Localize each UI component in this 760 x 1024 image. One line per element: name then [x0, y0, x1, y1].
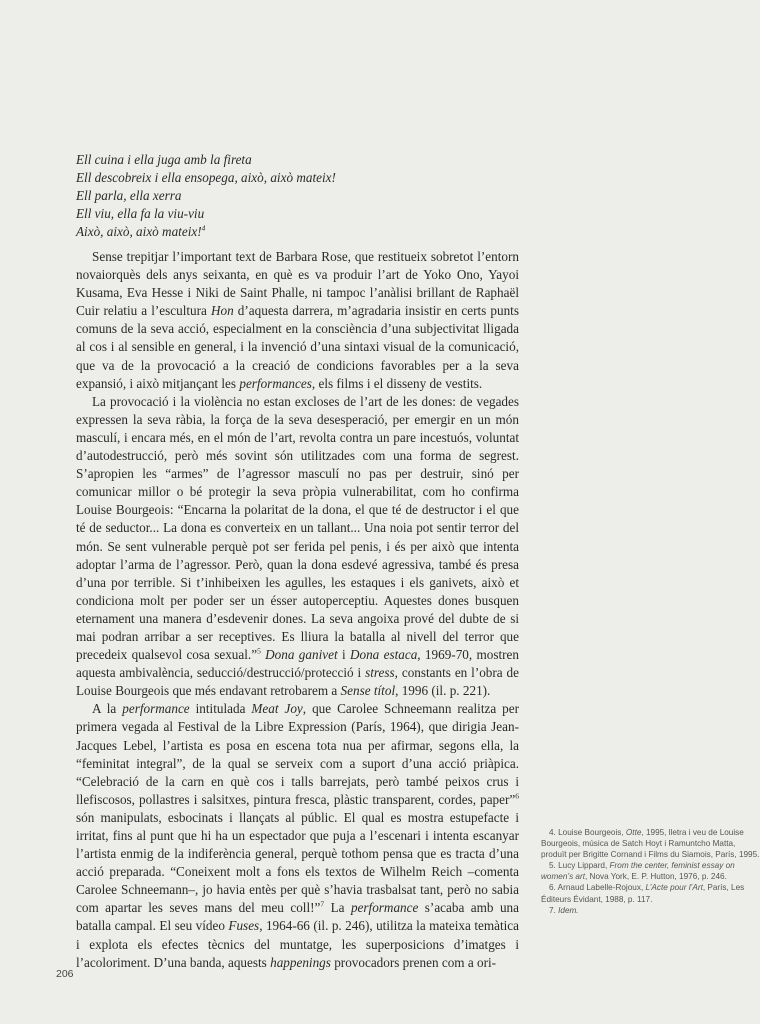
italic-title: Hon — [210, 303, 234, 319]
footnote-4 — [541, 827, 760, 860]
italic-term: performance — [122, 701, 190, 717]
italic-title: Fuses — [228, 918, 260, 934]
footnote-6 — [541, 882, 760, 904]
footnote-ref: 6 — [515, 791, 519, 801]
poem-epigraph — [76, 151, 516, 241]
italic-title: L’Acte pour l’Art — [645, 883, 703, 893]
text-run: 5. Lucy Lippard, — [549, 861, 610, 871]
text-run: La — [324, 900, 351, 916]
text-run: 6. Arnaud Labelle-Rojoux, — [549, 883, 646, 893]
italic-title: Idem. — [558, 905, 579, 915]
text-run: són manipulats, esbocinats i llançats al públic. El qual es mostra estupefacte i irritat, fins al punt que hi ha un espectador que puja a l’escenari i intenta escanyar l’artista enmig de la indiferència general, perquè tothom pensa que es tracta d’una acció preparada. “Coneixent molt a fons els textos de Wilhelm Reich –comenta Carolee Schneemann–, jo havia entès per què s’havia trasbalsat tant, però no sabia com apartar les seves mans del meu coll!” — [76, 809, 519, 916]
paragraph-1 — [76, 248, 519, 393]
italic-title: From the center, feminist essay on women’s art — [541, 861, 735, 882]
italic-title: Meat Joy — [251, 701, 303, 717]
text-run: A la — [92, 701, 123, 717]
italic-title: Dona estaca — [349, 647, 418, 663]
text-run: 4. Louise Bourgeois, — [549, 828, 626, 837]
italic-title: Otte — [625, 828, 642, 837]
text-run: , 1996 (il. p. 221). — [395, 683, 491, 699]
footnote-5 — [541, 860, 760, 882]
poem-line-last — [76, 223, 516, 241]
italic-title: Dona ganivet — [265, 647, 338, 663]
italic-title: Sense títol — [340, 683, 396, 699]
text-run: , 1969-70, mostren aquesta ambivalència, seducció/destrucció/protecció i — [76, 647, 519, 681]
text-run: Sense trepitjar l’important text de Barbara Rose, que restitueix sobretot l’entorn novaiorquès dels anys seixanta, en què es va produir l’art de Yoko Ono, Yayoi Kusama, Eva Hesse i Niki de Saint Phalle, ni tampoc l’anàlisi brillant de Raphaël Cuir relatiu a l’escultura — [76, 249, 519, 319]
text-run: , 1964-66 (il. p. 246), utilitza la mateixa temàtica i explota els efectes tècnics del muntatge, les superposicions d’imatges i l’acoloriment. D’una banda, aquests — [76, 918, 519, 970]
body-text — [76, 248, 519, 972]
poem-line-text: Això, això, això mateix! — [76, 224, 202, 240]
italic-term: stress — [365, 665, 395, 681]
poem-line: Ell parla, ella xerra — [76, 188, 182, 204]
footnote-ref: 5 — [257, 646, 261, 656]
footnote-7 — [541, 905, 760, 916]
poem-line: Ell descobreix i ella ensopega, això, això mateix! — [76, 170, 336, 186]
text-run: , que Carolee Schneemann realitza per primera vegada al Festival de la Libre Expression (París, 1964), que dirigia Jean-Jacques Lebel, l’artista es posa en escena tota nua per afirmar, segons ella, la “feminitat integral”, de la qual se serveix com a suport d’una acció priàpica. “Celebració de la carn en què cos i talls barrejats, però també peixos crus i llefiscosos, pollastres i salsitxes, pintura fresca, plàstic transparent, cordes, paper” — [76, 701, 520, 807]
text-run: i — [337, 647, 350, 663]
text-run: , París, Les Éditeurs Évidant, 1988, p. 117. — [541, 883, 745, 904]
text-run: s’acaba amb una batalla campal. El seu vídeo — [76, 900, 519, 934]
text-run: 7. — [549, 905, 559, 915]
paragraph-2 — [76, 393, 519, 701]
text-run: , 1995, lletra i veu de Louise Bourgeois, música de Satch Hoyt i Ramuntcho Matta, produït per Brigitte Cornand i Films du Siamois, París, 1995. — [541, 828, 760, 860]
text-run: provocadors prenen com a ori- — [330, 954, 497, 970]
footnotes — [541, 827, 760, 916]
text-run: intitulada — [189, 701, 252, 717]
text-run: d’aquesta darrera, m’agradaria insistir en certs punts comuns de la seva acció, especialment en la consciència d’una subjectivitat lligada al cos i al sensible en general, i la invenció d’una sintaxi visual de la comunicació, que va de la provocació a la creació de condicions favorables per a la seva expansió, i això mitjançant les — [76, 303, 519, 391]
italic-term: happenings — [270, 954, 331, 970]
footnote-ref: 4 — [201, 223, 206, 233]
poem-line: Ell viu, ella fa la viu-viu — [76, 206, 205, 222]
text-run: , Nova York, E. P. Hutton, 1976, p. 246. — [585, 872, 727, 882]
paragraph-3 — [76, 700, 519, 971]
page-number: 206 — [56, 968, 74, 980]
poem-line: Ell cuina i ella juga amb la fireta — [76, 152, 252, 167]
footnote-ref: 7 — [320, 899, 325, 909]
text-run: La provocació i la violència no estan excloses de l’art de les dones: de vegades expressen la seva ràbia, la força de la seva desesperació, per emergir en un món masculí, i encara més, en el món de l’art, revolta contra un pare incestuós, voluntat d’autodestrucció, però més sovint són utilitzades com una forma de segrest. S’apropien les “armes” de l’agressor masculí no pas per destruir, sinó per comunicar millor o bé protegir la seva pròpia vulnerabilitat, com ho confirma Louise Bourgeois: “Encarna la polaritat de la dona, el que té de destructor i el que té de seductor... La dona es converteix en un tallant... Una noia pot sentir terror del món. Se sent vulnerable perquè pot ser ferida pel penis, i és per això que intenta adoptar l’arma de l’agressor. Però, quan la dona esdevé agressiva, també és presa d’una por terrible. Si t’inhibeixen les agulles, les estaques i els ganivets, això et condiciona molt per poder ser un ésser autoperceptiu. Aquestes dones busquen eternament una manera d’esdevenir dones. La seva angoixa prové del dubte de si mai podran arribar a ser receptives. Es lliura la batalla al nivell del terror que precedeix qualsevol cosa sexual.” — [76, 393, 519, 663]
text-run: , els films i el disseny de vestits. — [311, 375, 483, 391]
italic-term: performance — [350, 900, 419, 916]
text-run: , constants en l’obra de Louise Bourgeois que més endavant retrobarem a — [76, 665, 519, 699]
italic-term: performances — [239, 375, 312, 391]
